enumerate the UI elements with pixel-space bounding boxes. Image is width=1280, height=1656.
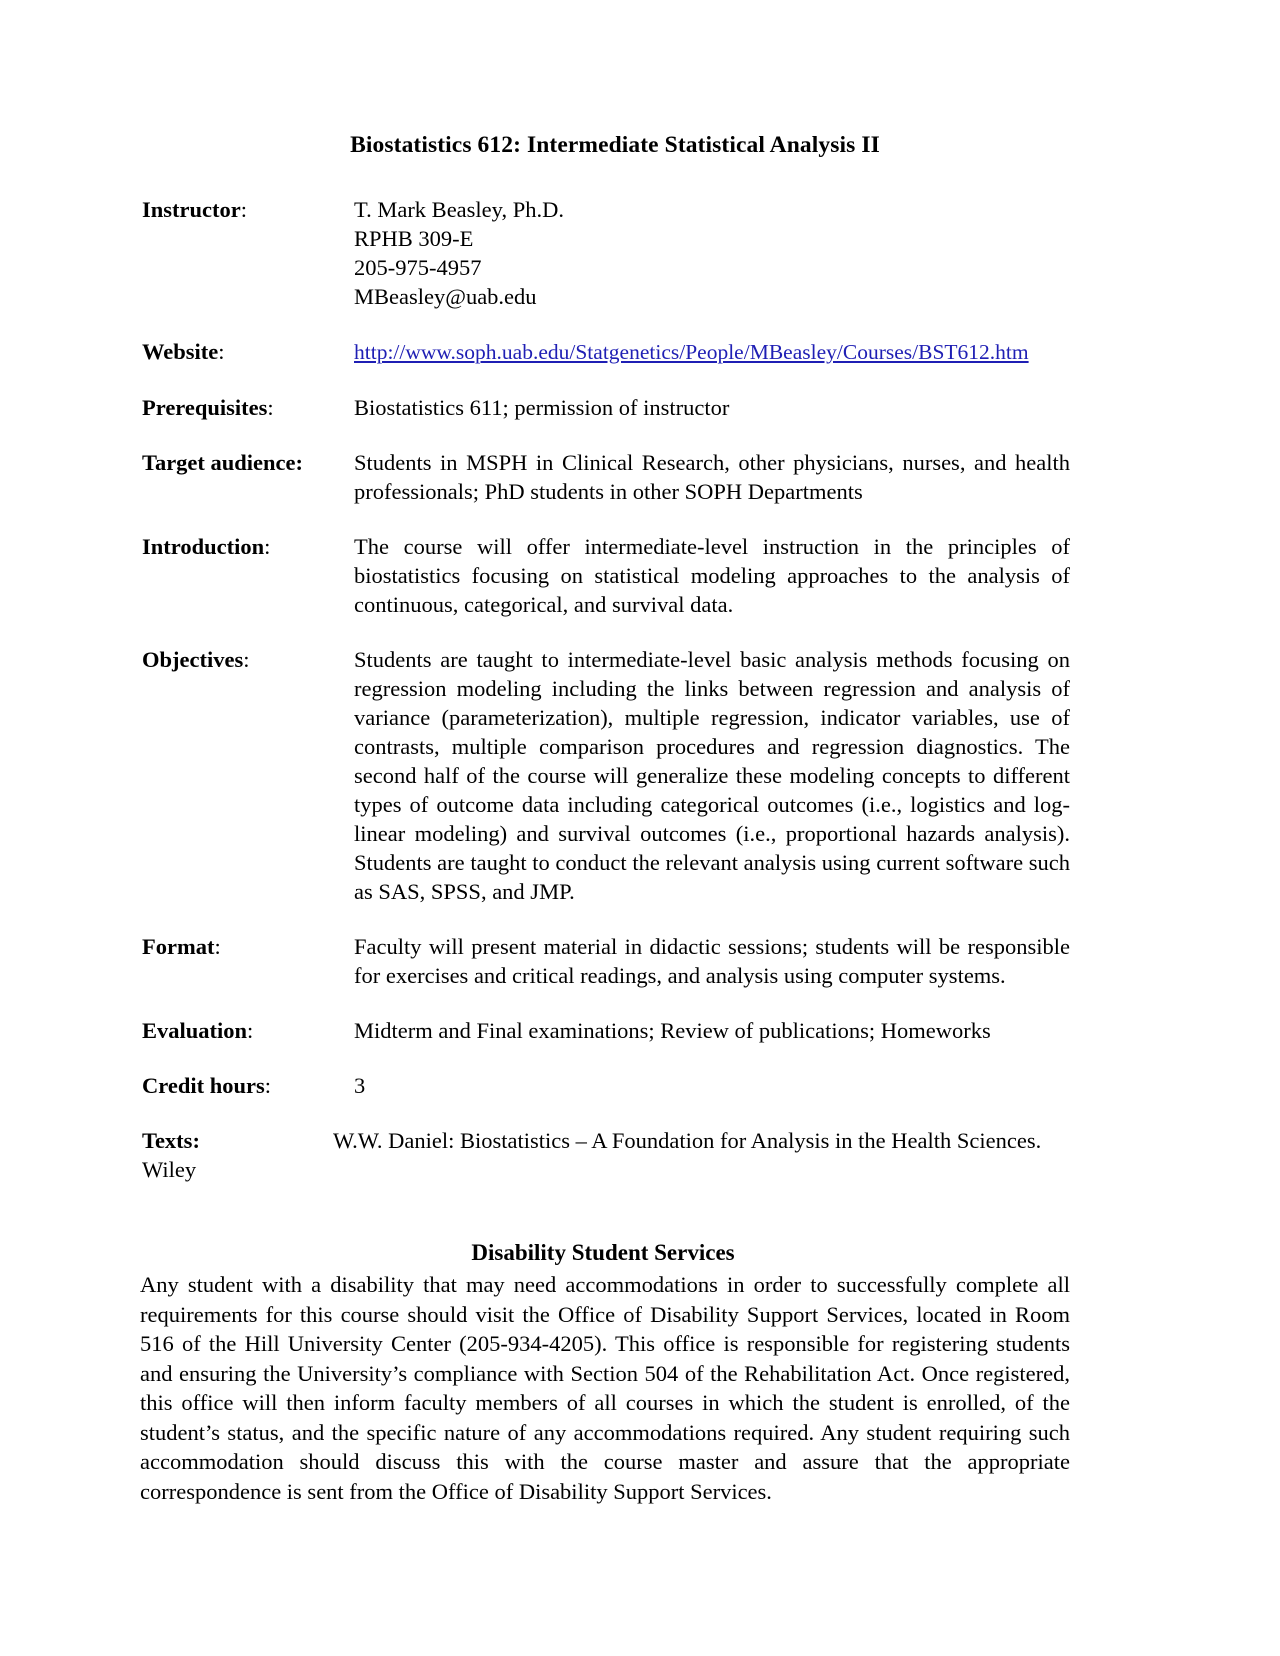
instructor-name: T. Mark Beasley, Ph.D. bbox=[354, 197, 564, 222]
disability-body: Any student with a disability that may need accommodations in order to successfully complete all requirements for this course should visit the Office of Disability Support Services, located in Room 516 of the Hill University Center (205-934-4205). This office is responsible for registering students and ensuring the University’s compliance with Section 504 of the Rehabilitation Act. Once registered, this office will then inform faculty members of all courses in which the student is enrolled, of the student’s status, and the specific nature of any accommodations required. Any student requiring such accommodation should discuss this with the course master and assure that the appropriate correspondence is sent from the Office of Disability Support Services. bbox=[140, 1272, 1070, 1504]
section-content-credit-hours: 3 bbox=[354, 1073, 366, 1098]
section-content-website bbox=[354, 337, 1070, 367]
instructor-email: MBeasley@uab.edu bbox=[354, 284, 537, 309]
section-label-texts: Texts: bbox=[142, 1128, 200, 1153]
section-content-texts: W.W. Daniel: Biostatistics – A Foundation for Analysis in the Health Sciences. Wiley bbox=[142, 1128, 1042, 1182]
section-label-format: Format: bbox=[142, 934, 221, 959]
section-content-introduction: The course will offer intermediate-level instruction in the principles of biostatistics focusing on statistical modeling approaches to the analysis of continuous, categorical, and survival data. bbox=[354, 534, 1070, 617]
page-title: Biostatistics 612: Intermediate Statistical Analysis II bbox=[350, 132, 880, 158]
section-label-website: Website: bbox=[142, 339, 225, 364]
section-objectives bbox=[142, 645, 1070, 906]
section-instructor bbox=[142, 195, 1070, 311]
section-content-prerequisites: Biostatistics 611; permission of instructor bbox=[354, 395, 730, 420]
label-colon: : bbox=[240, 197, 247, 222]
label-colon: : bbox=[192, 1128, 200, 1153]
section-content-instructor bbox=[354, 195, 1070, 311]
disability-heading: Disability Student Services bbox=[471, 1240, 735, 1265]
section-spacer bbox=[142, 1210, 1070, 1222]
section-content-objectives: Students are taught to intermediate-level basic analysis methods focusing on regression modeling including the links between regression and analysis of variance (parameterization), multiple regression, indicator variables, use of contrasts, multiple comparison procedures and regression diagnostics. The second half of the course will generalize these modeling concepts to different types of outcome data including categorical outcomes (i.e., logistics and log-linear modeling) and survival outcomes (i.e., proportional hazards analysis). Students are taught to conduct the relevant analysis using current software such as SAS, SPSS, and JMP. bbox=[354, 647, 1070, 904]
section-label-evaluation: Evaluation: bbox=[142, 1018, 254, 1043]
section-target-audience bbox=[142, 448, 1070, 506]
label-colon: : bbox=[218, 339, 225, 364]
section-prerequisites bbox=[142, 393, 1070, 422]
section-evaluation bbox=[142, 1016, 1070, 1045]
section-introduction bbox=[142, 532, 1070, 619]
section-content-format: Faculty will present material in didactic sessions; students will be responsible for exercises and critical readings, and analysis using computer systems. bbox=[354, 934, 1070, 988]
section-label-target-audience: Target audience: bbox=[142, 450, 304, 475]
section-label-prerequisites: Prerequisites: bbox=[142, 395, 274, 420]
label-colon: : bbox=[267, 395, 274, 420]
section-label-objectives: Objectives: bbox=[142, 647, 250, 672]
section-label-instructor: Instructor: bbox=[142, 197, 247, 222]
section-content-target-audience: Students in MSPH in Clinical Research, other physicians, nurses, and health professionals; PhD students in other SOPH Departments bbox=[354, 450, 1070, 504]
label-colon: : bbox=[247, 1018, 254, 1043]
instructor-office: RPHB 309-E bbox=[354, 226, 474, 251]
section-content-evaluation: Midterm and Final examinations; Review of publications; Homeworks bbox=[354, 1018, 991, 1043]
label-colon: : bbox=[214, 934, 221, 959]
website-link[interactable]: http://www.soph.uab.edu/Statgenetics/People/MBeasley/Courses/BST612.htm bbox=[354, 340, 1029, 364]
section-website bbox=[142, 337, 1070, 367]
label-colon: : bbox=[264, 534, 271, 559]
section-format bbox=[142, 932, 1070, 990]
section-label-credit-hours: Credit hours: bbox=[142, 1073, 271, 1098]
section-label-introduction: Introduction: bbox=[142, 534, 271, 559]
label-colon: : bbox=[243, 647, 250, 672]
label-colon: : bbox=[264, 1073, 271, 1098]
instructor-phone: 205-975-4957 bbox=[354, 255, 482, 280]
section-credit-hours bbox=[142, 1071, 1070, 1100]
section-texts bbox=[142, 1126, 1070, 1184]
